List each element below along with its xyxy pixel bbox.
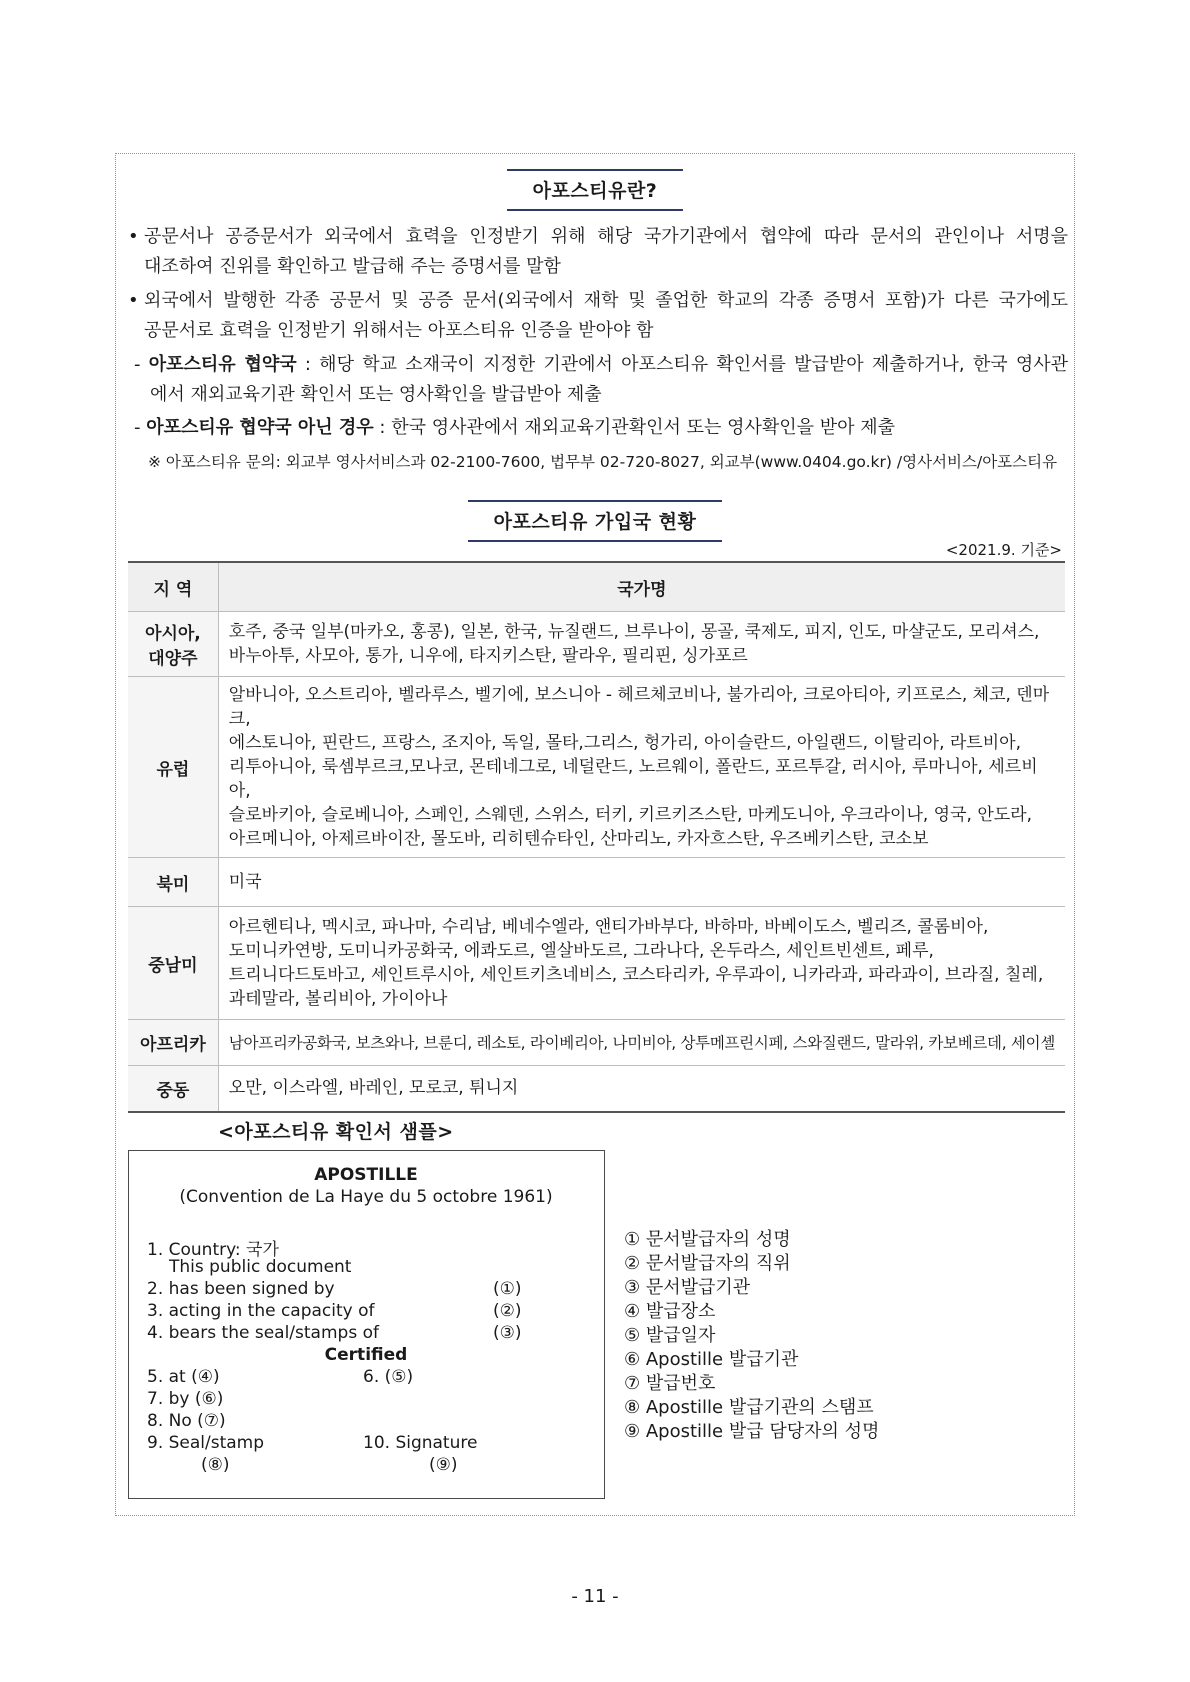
countries-line: 바누아투, 사모아, 통가, 니우에, 타지키스탄, 팔라우, 필리핀, 싱가포르 xyxy=(228,646,748,666)
field-capacity: 3. acting in the capacity of xyxy=(147,1301,375,1321)
dash-item-1: - 아포스티유 협약국 : 해당 학교 소재국이 지정한 기관에서 아포스티유 확인서를 발급받아 제출하거나, 한국 영사관 에서 재외교육기관 확인서 또는 영사확인을 발급받아 제출 xyxy=(134,350,1068,410)
bullet-2-line-2: 공문서로 효력을 인정받기 위해서는 아포스티유 인증을 받아야 함 xyxy=(144,320,654,341)
section-title-members xyxy=(116,500,1074,542)
certified-label: Certified xyxy=(324,1345,408,1365)
region-label: 대양주 xyxy=(148,649,198,669)
region-cell xyxy=(128,1020,218,1066)
heading: 아포스티유 가입국 현황 xyxy=(468,500,723,542)
member-countries-table xyxy=(128,561,1065,1113)
header-countries: 국가명 xyxy=(218,562,1065,612)
countries-cell xyxy=(218,1020,1065,1066)
table-row xyxy=(128,677,1065,858)
countries-cell xyxy=(218,907,1065,1020)
bullet-mark: • xyxy=(128,290,139,311)
page-number: - 11 - xyxy=(571,1586,619,1607)
region-label: 중동 xyxy=(156,1080,190,1101)
legend-item: ⑤ 발급일자 xyxy=(624,1325,716,1346)
region-label: 아프리카 xyxy=(140,1035,206,1055)
region-cell xyxy=(128,907,218,1020)
content-frame xyxy=(115,153,1075,1516)
field-seal-stamp: 9. Seal/stamp xyxy=(147,1433,265,1453)
marker-1: (①) xyxy=(493,1279,522,1299)
dash-item-2: - 아포스티유 협약국 아닌 경우 : 한국 영사관에서 재외교육기관확인서 또는 영사확인을 받아 제출 xyxy=(134,417,896,438)
bullet-mark: • xyxy=(128,226,139,247)
table-row xyxy=(128,858,1065,907)
field-country: 1. Country: 국가 xyxy=(147,1240,279,1260)
header-region: 지 역 xyxy=(128,562,218,612)
convention-line: (Convention de La Haye du 5 octobre 1961) xyxy=(179,1187,553,1207)
countries-line: 호주, 중국 일부(마카오, 홍콩), 일본, 한국, 뉴질랜드, 브루나이, 몽골, 쿡제도, 피지, 인도, 마샬군도, 모리셔스, xyxy=(228,622,1040,642)
region-cell xyxy=(128,858,218,907)
field-signed-by: 2. has been signed by xyxy=(147,1279,335,1299)
table-row xyxy=(128,612,1065,677)
bullet-2 xyxy=(128,286,1068,346)
bullet-1 xyxy=(128,222,1068,282)
countries-line: 아르헨티나, 멕시코, 파나마, 수리남, 베네수엘라, 앤티가바부다, 바하마, 바베이도스, 벨리즈, 콜롬비아, xyxy=(228,917,989,937)
apostille-sample-box xyxy=(128,1150,605,1499)
countries-line: 슬로바키아, 슬로베니아, 스페인, 스웨덴, 스위스, 터키, 키르키즈스탄, 마케도니아, 우크라이나, 영국, 안도라, xyxy=(228,805,1032,825)
table-header-row xyxy=(128,562,1065,612)
legend-item: ② 문서발급자의 직위 xyxy=(624,1253,791,1274)
legend-item: ① 문서발급자의 성명 xyxy=(624,1229,791,1250)
field-public-document: This public document xyxy=(169,1257,352,1277)
region-label: 중남미 xyxy=(148,955,198,976)
countries-line: 미국 xyxy=(228,872,262,892)
bullet-2-line-1: 외국에서 발행한 각종 공문서 및 공증 문서(외국에서 재학 및 졸업한 학교의 각종 증명서 포함)가 다른 국가에도 xyxy=(144,290,1068,311)
field-seal-stamps: 4. bears the seal/stamps of xyxy=(147,1323,379,1343)
sample-title: <아포스티유 확인서 샘플> xyxy=(218,1121,454,1143)
field-at: 5. at (④) xyxy=(147,1367,220,1387)
dash-2-bold: 아포스티유 협약국 아닌 경우 xyxy=(146,417,374,438)
countries-cell xyxy=(218,612,1065,677)
legend-item: ⑧ Apostille 발급기관의 스탬프 xyxy=(624,1397,874,1418)
marker-2: (②) xyxy=(493,1301,522,1321)
table-row xyxy=(128,1020,1065,1066)
countries-line: 남아프리카공화국, 보츠와나, 브룬디, 레소토, 라이베리아, 나미비아, 상투메프린시페, 스와질랜드, 말라위, 카보베르데, 세이셸 xyxy=(228,1033,1055,1052)
inquiry-note: ※ 아포스티유 문의: 외교부 영사서비스과 02-2100-7600, 법무부 02-720-8027, 외교부(www.0404.go.kr) /영사서비스/아포스티유 xyxy=(148,453,1058,471)
countries-cell xyxy=(218,1066,1065,1112)
field-signature: 10. Signature xyxy=(363,1433,478,1453)
countries-line: 도미니카연방, 도미니카공화국, 에콰도르, 엘살바도르, 그라나다, 온두라스, 세인트빈센트, 페루, xyxy=(228,941,934,961)
countries-cell xyxy=(218,858,1065,907)
marker-9: (⑨) xyxy=(429,1455,458,1475)
countries-line: 알바니아, 오스트리아, 벨라루스, 벨기에, 보스니아 - 헤르체코비나, 불가리아, 크로아티아, 키프로스, 체코, 덴마크, xyxy=(228,685,1050,729)
section-title-apostille xyxy=(116,169,1074,211)
countries-line: 에스토니아, 핀란드, 프랑스, 조지아, 독일, 몰타,그리스, 헝가리, 아이슬란드, 아일랜드, 이탈리아, 라트비아, xyxy=(228,733,1021,753)
heading: 아포스티유란? xyxy=(507,169,684,211)
countries-line: 과테말라, 볼리비아, 가이아나 xyxy=(228,989,448,1009)
region-cell xyxy=(128,612,218,677)
dash-1-text: : 해당 학교 소재국이 지정한 기관에서 아포스티유 확인서를 발급받아 제출하거나, 한국 영사관 xyxy=(304,354,1068,375)
legend-item: ⑦ 발급번호 xyxy=(624,1373,716,1394)
legend-item: ④ 발급장소 xyxy=(624,1301,716,1322)
apostille-heading: APOSTILLE xyxy=(314,1165,418,1185)
marker-3: (③) xyxy=(493,1323,522,1343)
field-by: 7. by (⑥) xyxy=(147,1389,224,1409)
field-number: 8. No (⑦) xyxy=(147,1411,226,1431)
legend-item: ③ 문서발급기관 xyxy=(624,1277,751,1298)
region-label: 유럽 xyxy=(156,759,190,780)
countries-cell xyxy=(218,677,1065,858)
region-cell xyxy=(128,1066,218,1112)
countries-line: 아르메니아, 아제르바이잔, 몰도바, 리히텐슈타인, 산마리노, 카자흐스탄, 우즈베키스탄, 코소보 xyxy=(228,829,929,849)
dash-2-text: : 한국 영사관에서 재외교육기관확인서 또는 영사확인을 받아 제출 xyxy=(379,417,896,438)
dash-1-line-2: 에서 재외교육기관 확인서 또는 영사확인을 발급받아 제출 xyxy=(150,384,602,405)
table-row xyxy=(128,1066,1065,1112)
table-row xyxy=(128,907,1065,1020)
field-date: 6. (⑤) xyxy=(363,1367,414,1387)
bullet-1-line-2: 대조하여 진위를 확인하고 발급해 주는 증명서를 말함 xyxy=(144,256,561,277)
dash-1-bold: 아포스티유 협약국 xyxy=(148,354,297,375)
legend-item: ⑨ Apostille 발급 담당자의 성명 xyxy=(624,1421,880,1442)
countries-line: 트리니다드토바고, 세인트루시아, 세인트키츠네비스, 코스타리카, 우루과이, 니카라과, 파라과이, 브라질, 칠레, xyxy=(228,965,1044,985)
region-cell xyxy=(128,677,218,858)
countries-line: 오만, 이스라엘, 바레인, 모로코, 튀니지 xyxy=(228,1078,519,1099)
region-label: 아시아, xyxy=(145,624,201,644)
bullet-1-line-1: 공문서나 공증문서가 외국에서 효력을 인정받기 위해 해당 국가기관에서 협약에 따라 문서의 관인이나 서명을 xyxy=(144,226,1068,247)
legend-item: ⑥ Apostille 발급기관 xyxy=(624,1349,799,1370)
date-note: <2021.9. 기준> xyxy=(945,541,1062,559)
region-label: 북미 xyxy=(156,874,190,895)
marker-8: (⑧) xyxy=(201,1455,230,1475)
countries-line: 리투아니아, 룩셈부르크,모나코, 몬테네그로, 네덜란드, 노르웨이, 폴란드, 포르투갈, 러시아, 루마니아, 세르비아, xyxy=(228,757,1038,801)
sample-legend xyxy=(624,1228,879,1444)
